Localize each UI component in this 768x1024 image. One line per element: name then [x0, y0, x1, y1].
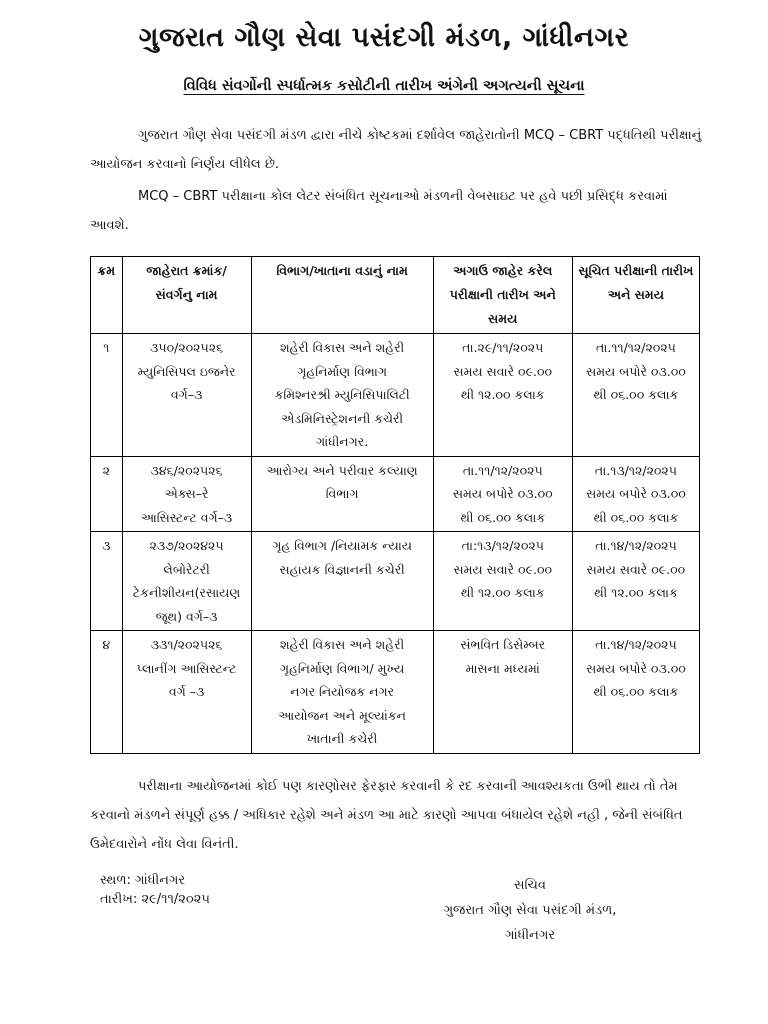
cell-proposed-date-line: સમય બપોરે ૦૩.૦૦	[586, 486, 686, 501]
cell-advertisement-line: ૩૪૬/૨૦૨૫૨૬	[150, 462, 223, 478]
cell-advertisement-line: મ્યુનિસિપલ ઇજનેર	[137, 363, 236, 379]
cell-previous-date-line: સમય સવારે ૦૯.૦૦	[453, 363, 553, 379]
cell-previous-date-line: થી ૧૨.૦૦ કલાક	[460, 585, 545, 600]
cell-department-line: ગૃહનિર્માણ વિભાગ	[297, 363, 387, 379]
table-row	[91, 456, 700, 532]
date-label: તારીખ: ૨૯/૧૧/૨૦૨૫	[100, 892, 210, 907]
cell-department	[251, 456, 433, 532]
cell-department-line: એડમિનિસ્ટ્રેશનની કચેરી	[281, 410, 404, 426]
cell-serial: ૨	[91, 456, 123, 532]
signatory-title: સચિવ	[514, 878, 546, 893]
cell-advertisement	[122, 456, 251, 532]
cell-proposed-date-line: તા.૧૩/૧૨/૨૦૨૫	[594, 462, 677, 478]
cell-advertisement-line: લેબોરેટરી	[163, 561, 210, 577]
notice-subtitle	[0, 78, 768, 94]
cell-department-line: ખાતાની કચેરી	[306, 731, 378, 746]
cell-advertisement-line: ૩૩૧/૨૦૨૫૨૬	[150, 637, 223, 652]
cell-advertisement	[122, 334, 251, 457]
cell-proposed-date-line: તા.૧૪/૧૨/૨૦૨૫	[595, 637, 677, 652]
cell-previous-date-line: સમય બપોરે ૦૩.૦૦	[452, 486, 553, 501]
cell-previous-date	[433, 456, 572, 532]
header-advertisement: જાહેરાત ક્રમાંક/ સંવર્ગનુ નામ	[122, 257, 251, 334]
header-previous-date: અગાઉ જાહેર કરેલ પરીક્ષાની તારીખ અને સમય	[433, 257, 572, 334]
cell-advertisement-line: એક્સ–રે	[164, 486, 209, 501]
intro-paragraph-2: MCQ – CBRT પરીક્ષાના કોલ લેટર સંબંધિત સૂચનાઓ મંડળની વેબસાઇટ પર હવે પછી પ્રસિદ્ધ કરવામાં આવશે.	[90, 189, 668, 233]
cell-department	[251, 631, 433, 754]
cell-previous-date-line: સંભવિત ડિસેમ્બર	[460, 637, 546, 652]
cell-advertisement-line: ટેકનીશીયન(રસાયણ	[132, 585, 241, 600]
cell-proposed-date	[572, 456, 699, 532]
cell-department-line: શહેરી વિકાસ અને શહેરી	[280, 637, 405, 652]
cell-serial: ૩	[91, 532, 123, 631]
notice-subtitle-text: વિવિધ સંવર્ગોની સ્પર્ધાત્મક કસોટીની તારીખ અંગેની અગત્યની સૂચના	[183, 78, 585, 94]
cell-department-line: આરોગ્ય અને પરીવાર કલ્યાણ	[266, 462, 418, 478]
cell-department-line: આયોજન અને મૂલ્યાંકન	[278, 707, 406, 723]
cell-previous-date-line: તા:૧૩/૧૨/૨૦૨૫	[461, 538, 544, 553]
cell-advertisement-line: વર્ગ –૩	[168, 684, 205, 699]
cell-previous-date	[433, 532, 572, 631]
cell-proposed-date-line: થી ૦૬.૦૦ કલાક	[593, 387, 679, 402]
header-serial: ક્રમ	[91, 257, 123, 334]
cell-department-line: કમિશ્નરશ્રી મ્યુનિસિપાલિટી	[274, 387, 410, 402]
cell-proposed-date	[572, 631, 699, 754]
cell-advertisement-line: ૩૫૦/૨૦૨૫૨૬	[150, 340, 224, 355]
cell-previous-date-line: થી ૧૨.૦૦ કલાક	[460, 387, 545, 402]
cell-department-line: શહેરી વિકાસ અને શહેરી	[280, 340, 405, 355]
cell-advertisement-line: ૨૩૭/૨૦૨૪૨૫	[149, 538, 224, 553]
cell-advertisement	[122, 631, 251, 754]
cell-department-line: વિભાગ	[325, 486, 359, 501]
cell-department-line: ગૃહ વિભાગ /નિયામક ન્યાય	[272, 538, 413, 553]
cell-proposed-date	[572, 334, 699, 457]
cell-previous-date-line: તા.૨૯/૧૧/૨૦૨૫	[462, 340, 544, 355]
cell-department-line: ગૃહનિર્માણ વિભાગ/ મુખ્ય	[279, 660, 405, 676]
cell-department-line: નગર નિયોજક નગર	[290, 684, 395, 699]
header-proposed-date: સૂચિત પરીક્ષાની તારીખ અને સમય	[572, 257, 699, 334]
cell-serial: ૧	[91, 334, 123, 457]
cell-advertisement-line: આસિસ્ટન્ટ વર્ગ–૩	[140, 509, 233, 525]
cell-previous-date-line: તા.૧૧/૧૨/૨૦૨૫	[462, 462, 543, 478]
cell-department	[251, 532, 433, 631]
signatory-org: ગુજરાત ગૌણ સેવા પસંદગી મંડળ,	[443, 903, 617, 918]
cell-proposed-date-line: સમય બપોરે ૦૩.૦૦	[586, 660, 686, 676]
signatory-city: ગાંધીનગર	[504, 928, 556, 943]
table-row	[91, 631, 700, 754]
exam-schedule-table	[90, 256, 700, 754]
cell-proposed-date-line: તા.૧૪/૧૨/૨૦૨૫	[595, 538, 677, 553]
table-row	[91, 532, 700, 631]
cell-advertisement-line: વર્ગ–૩	[170, 387, 203, 402]
page-title: ગુજરાત ગૌણ સેવા પસંદગી મંડળ, ગાંધીનગર	[138, 22, 630, 53]
cell-previous-date	[433, 334, 572, 457]
cell-proposed-date-line: સમય બપોરે ૦૩.૦૦	[586, 363, 686, 379]
cell-department	[251, 334, 433, 457]
cell-previous-date-line: થી ૦૬.૦૦ કલાક	[460, 509, 546, 525]
cell-serial: ૪	[91, 631, 123, 754]
cell-advertisement-line: જૂથ) વર્ગ–૩	[155, 608, 218, 624]
cell-previous-date-line: માસના મધ્યમાં	[465, 660, 540, 676]
cell-proposed-date-line: થી ૦૬.૦૦ કલાક	[593, 684, 679, 699]
cell-advertisement-line: પ્લાનીંગ આસિસ્ટન્ટ	[136, 660, 237, 676]
cell-proposed-date-line: સમય સવારે ૦૯.૦૦	[586, 561, 686, 577]
footer-paragraph: પરીક્ષાના આયોજનમાં કોઈ પણ કારણોસર ફેરફાર કરવાની કે રદ કરવાની આવશ્યકતા ઉભી થાય તો તેમ કરવાનો મંડળને સંપૂર્ણ હક્ક / અધિકાર રહેશે અને મંડળ આ માટે કારણો આપવા બંધાયેલ રહેશે નહી , જેની સંબંધિત ઉમેદવારોને નોંધ લેવા વિનંતી.	[90, 779, 683, 852]
cell-proposed-date-line: થી ૦૬.૦૦ કલાક	[593, 509, 679, 525]
table-header-row	[91, 257, 700, 334]
cell-advertisement	[122, 532, 251, 631]
cell-proposed-date-line: તા.૧૧/૧૨/૨૦૨૫	[596, 340, 676, 355]
cell-proposed-date-line: થી ૧૨.૦૦ કલાક	[594, 585, 678, 600]
table-row	[91, 334, 700, 457]
header-department: વિભાગ/ખાતાના વડાનું નામ	[251, 257, 433, 334]
cell-proposed-date	[572, 532, 699, 631]
cell-previous-date-line: સમય સવારે ૦૯.૦૦	[453, 561, 553, 577]
cell-department-line: ગાંધીનગર.	[316, 434, 369, 449]
signature-block	[420, 873, 640, 948]
intro-paragraph-1: ગુજરાત ગૌણ સેવા પસંદગી મંડળ દ્વારા નીચે કોષ્ટકમાં દર્શાવેલ જાહેરાતોની MCQ – CBRT પદ્ધતિથી પરીક્ષાનું આયોજન કરવાનો નિર્ણય લીધેલ છે.	[90, 128, 702, 172]
cell-department-line: સહાયક વિજ્ઞાનની કચેરી	[279, 561, 405, 577]
place-label: સ્થળ: ગાંધીનગર	[100, 873, 186, 888]
cell-previous-date	[433, 631, 572, 754]
